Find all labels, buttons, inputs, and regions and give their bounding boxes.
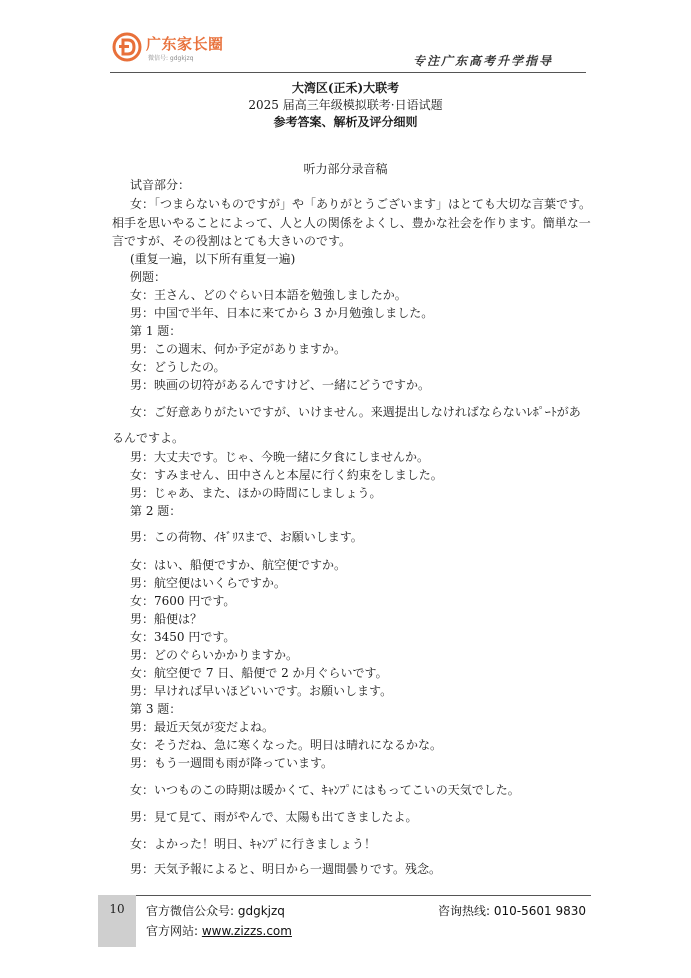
transcript-line: 男：じゃあ、また、ほかの時間にしましょう。 <box>130 486 382 500</box>
transcript-line: 男：もう一週間も雨が降っています。 <box>130 756 334 770</box>
transcript-line: 言ですが、その役割はとても大きいのです。 <box>112 234 352 248</box>
transcript-line: 男：船便は？ <box>130 612 203 626</box>
transcript-line: (重复一遍，以下所有重复一遍) <box>130 252 296 266</box>
transcript-line: 女：いつものこの時期は暖かくて、ｷｬﾝﾌﾟにはもってこいの天気でした。 <box>130 783 520 797</box>
footer-hotline: 咨询热线: 010-5601 9830 <box>438 904 586 918</box>
transcript-line: 相手を思いやることによって、人と人の関係をよくし、豊かな社会を作ります。簡単な一 <box>112 216 591 230</box>
transcript-line: 第 3 题： <box>130 702 182 716</box>
logo <box>112 30 232 64</box>
page-number: 10 <box>109 902 125 916</box>
title-line-3: 参考答案、解析及评分细则 <box>273 115 418 129</box>
transcript-line: 男：大丈夫です。じゃ、今晩一緒に夕食にしませんか。 <box>130 450 430 464</box>
transcript-line: 女：そうだね、急に寒くなった。明日は晴れになるかな。 <box>130 738 443 752</box>
transcript-line: るんですよ。 <box>112 431 185 445</box>
title-line-1: 大湾区(正禾)大联考 <box>291 81 400 95</box>
logo-subtitle: 微信号: gdgkjzq <box>148 55 194 62</box>
transcript-line: 男：どのぐらいかかりますか。 <box>130 648 299 662</box>
footer-website <box>146 922 292 939</box>
transcript-line: 女：3450 円です。 <box>130 630 236 644</box>
document-title-block <box>0 80 691 131</box>
transcript-line: 男：早ければ早いほどいいです。お願いします。 <box>130 684 393 698</box>
header-slogan: 专注广东高考升学指导 <box>412 54 553 68</box>
footer-wechat: 官方微信公众号: gdgkjzq <box>146 904 285 918</box>
transcript-line: 女：よかった！明日、ｷｬﾝﾌﾟに行きましょう！ <box>130 837 377 851</box>
transcript-line: 第 2 题： <box>130 504 182 518</box>
transcript-line: 男：この週末、何か予定がありますか。 <box>130 342 347 356</box>
footer-website-label: 官方网站: <box>146 924 202 938</box>
transcript-line: 男：天気予報によると、明日から一週間曇りです。残念。 <box>130 862 442 876</box>
header-divider <box>110 72 586 73</box>
logo-mark-icon <box>112 32 142 62</box>
transcript-line: 女：王さん、どのぐらい日本語を勉強しましたか。 <box>130 288 407 302</box>
transcript-line: 男：見て見て、雨がやんで、太陽も出てきましたよ。 <box>130 810 418 824</box>
title-line-2: 2025 届高三年级模拟联考·日语试题 <box>248 98 443 112</box>
transcript-line: 试音部分： <box>130 178 191 192</box>
section-title: 听力部分录音稿 <box>303 162 388 176</box>
transcript-line: 男：この荷物、ｲｷﾞﾘｽまで、お願いします。 <box>130 530 363 544</box>
logo-name: 广东家长圈 <box>146 35 224 53</box>
transcript-line: 女：はい、船便ですか、航空便ですか。 <box>130 558 347 572</box>
transcript-line: 女：ご好意ありがたいですが、いけません。来週提出しなければならないﾚﾎﾟｰﾄがあ <box>130 405 581 419</box>
transcript-line: 男：映画の切符があるんですけど、一緒にどうですか。 <box>130 378 431 392</box>
transcript-line: 女：どうしたの。 <box>130 360 226 374</box>
transcript-line: 男：最近天気が変だよね。 <box>130 720 275 734</box>
transcript-line: 第 1 题： <box>130 324 182 338</box>
footer-website-link[interactable]: www.zizzs.com <box>201 924 292 938</box>
transcript-line: 男：中国で半年、日本に来てから 3 か月勉強しました。 <box>130 306 434 320</box>
transcript-line: 女：すみません、田中さんと本屋に行く約束をしました。 <box>130 468 443 482</box>
transcript-line: 例题： <box>130 270 167 284</box>
page-number-box <box>98 895 136 947</box>
transcript-line: 女：7600 円です。 <box>130 594 236 608</box>
transcript-line: 女：航空便で 7 日、船便で 2 か月ぐらいです。 <box>130 666 388 680</box>
transcript-line: 女：「つまらないものですが」や「ありがとうございます」はとても大切な言葉です。 <box>130 197 592 211</box>
transcript-line: 男：航空便はいくらですか。 <box>130 576 286 590</box>
footer-divider <box>98 895 591 896</box>
